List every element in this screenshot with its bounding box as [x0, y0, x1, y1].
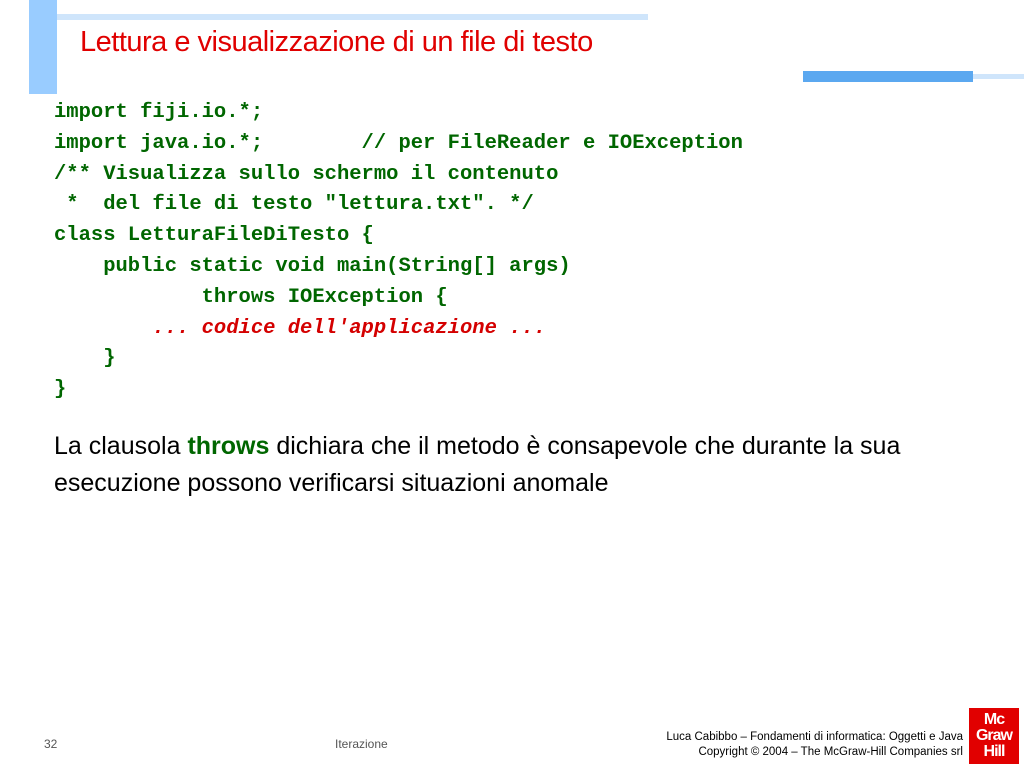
description-text-after: dichiara che il metodo è consapevole che durante la sua esecuzione possono verificarsi situazioni anomale: [54, 432, 901, 497]
code-line: }: [54, 378, 67, 402]
description-text-before: La clausola: [54, 432, 188, 460]
code-line: import fiji.io.*;: [54, 101, 264, 124]
code-placeholder: ... codice dell'applicazione ...: [152, 316, 547, 340]
code-line: }: [54, 347, 116, 371]
copyright-line: Copyright © 2004 – The McGraw-Hill Companies srl: [698, 746, 963, 758]
description-keyword: throws: [187, 432, 270, 460]
footer-credits: [666, 730, 963, 760]
logo-text-line: Mc: [983, 711, 1005, 728]
mcgraw-hill-logo: [969, 708, 1019, 764]
code-line: import java.io.*; // per FileReader e IOException: [54, 131, 743, 155]
author-line: Luca Cabibbo – Fondamenti di informatica: Oggetti e Java: [666, 731, 963, 743]
code-line: public static void main(String[] args): [54, 254, 571, 278]
decorative-right-line: [973, 74, 1024, 79]
logo-text-line: Graw: [975, 727, 1012, 744]
code-line: class LetturaFileDiTesto {: [54, 224, 374, 248]
code-line-placeholder: [54, 314, 743, 345]
code-indent: [54, 317, 152, 340]
code-line: * del file di testo "lettura.txt". */: [54, 193, 534, 217]
code-line: /** Visualizza sullo schermo il contenuto: [54, 162, 559, 186]
decorative-vertical-bar: [29, 0, 57, 94]
decorative-blue-block: [803, 71, 973, 82]
page-number: 32: [44, 737, 58, 751]
slide-title: Lettura e visualizzazione di un file di testo: [80, 26, 593, 58]
code-block: [54, 98, 743, 406]
section-name: Iterazione: [335, 737, 388, 751]
code-line: throws IOException {: [54, 285, 448, 309]
description-paragraph: [54, 428, 994, 502]
decorative-top-line: [57, 14, 648, 20]
logo-text-line: Hill: [983, 743, 1005, 760]
